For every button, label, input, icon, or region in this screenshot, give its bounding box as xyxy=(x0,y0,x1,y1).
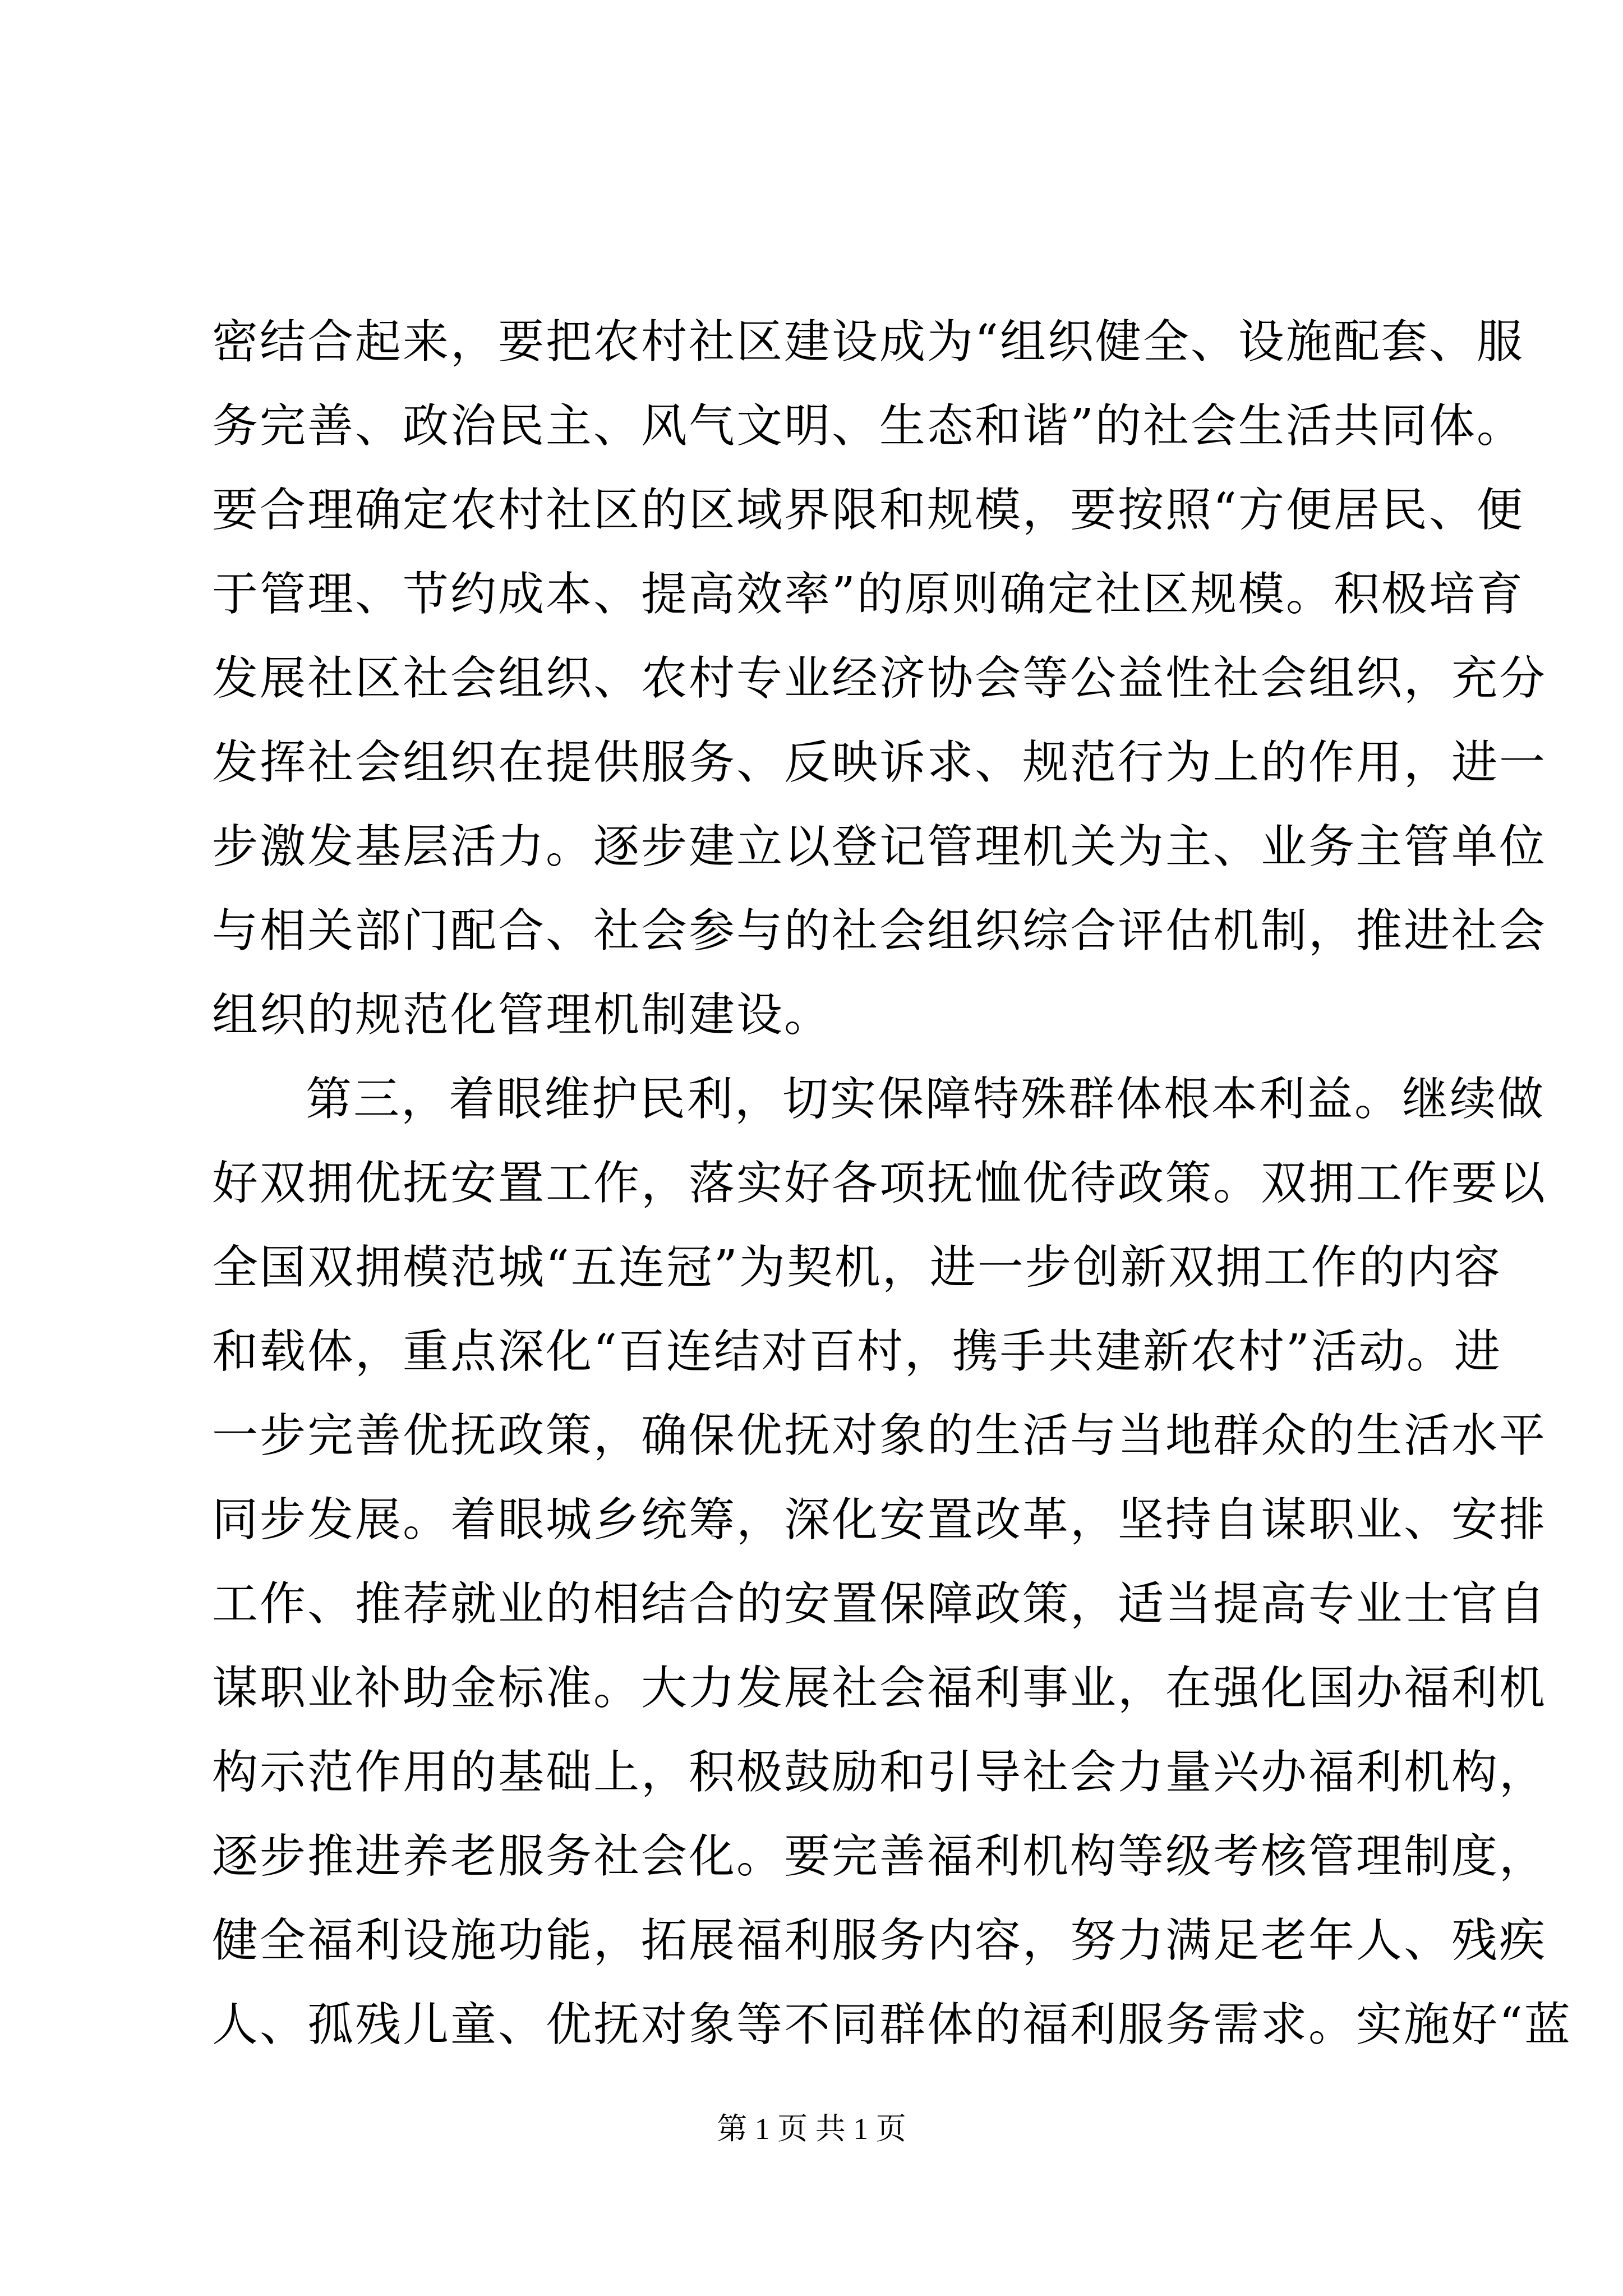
paragraph-first-line: 第三，着眼维护民利，切实保障特殊群体根本利益。继续做 xyxy=(306,1073,1546,1126)
text-line: 步激发基层活力。逐步建立以登记管理机关为主、业务主管单位 xyxy=(212,820,1547,873)
text-line: 于管理、节约成本、提高效率”的原则确定社区规模。积极培育 xyxy=(212,568,1524,621)
text-line: 逐步推进养老服务社会化。要完善福利机构等级考核管理制度， xyxy=(212,1830,1547,1883)
text-line: 构示范作用的基础上，积极鼓励和引导社会力量兴办福利机构， xyxy=(212,1746,1547,1799)
text-line: 组织的规范化管理机制建设。 xyxy=(212,988,832,1042)
text-line: 工作、推荐就业的相结合的安置保障政策，适当提高专业士官自 xyxy=(212,1577,1547,1631)
text-line: 与相关部门配合、社会参与的社会组织综合评估机制，推进社会 xyxy=(212,904,1547,958)
text-line: 同步发展。着眼城乡统筹，深化安置改革，坚持自谋职业、安排 xyxy=(212,1493,1547,1547)
page-number-footer: 第 1 页 共 1 页 xyxy=(717,2112,906,2146)
text-line: 全国双拥模范城“五连冠”为契机，进一步创新双拥工作的内容 xyxy=(212,1241,1502,1294)
text-line: 谋职业补助金标准。大力发展社会福利事业，在强化国办福利机 xyxy=(212,1662,1547,1715)
text-line: 发展社区社会组织、农村专业经济协会等公益性社会组织，充分 xyxy=(212,652,1547,705)
text-line: 好双拥优抚安置工作，落实好各项抚恤优待政策。双拥工作要以 xyxy=(212,1157,1547,1210)
text-line: 密结合起来，要把农村社区建设成为“组织健全、设施配套、服 xyxy=(212,315,1524,369)
text-line: 发挥社会组织在提供服务、反映诉求、规范行为上的作用，进一 xyxy=(212,736,1547,789)
text-line: 要合理确定农村社区的区域界限和规模，要按照“方便居民、便 xyxy=(212,484,1524,537)
text-line: 健全福利设施功能，拓展福利服务内容，努力满足老年人、残疾 xyxy=(212,1914,1547,1967)
text-line: 人、孤残儿童、优抚对象等不同群体的福利服务需求。实施好“蓝 xyxy=(212,1998,1572,2051)
text-line: 和载体，重点深化“百连结对百村，携手共建新农村”活动。进 xyxy=(212,1325,1502,1378)
text-line: 务完善、政治民主、风气文明、生态和谐”的社会生活共同体。 xyxy=(212,399,1524,453)
text-line: 一步完善优抚政策，确保优抚对象的生活与当地群众的生活水平 xyxy=(212,1409,1547,1462)
